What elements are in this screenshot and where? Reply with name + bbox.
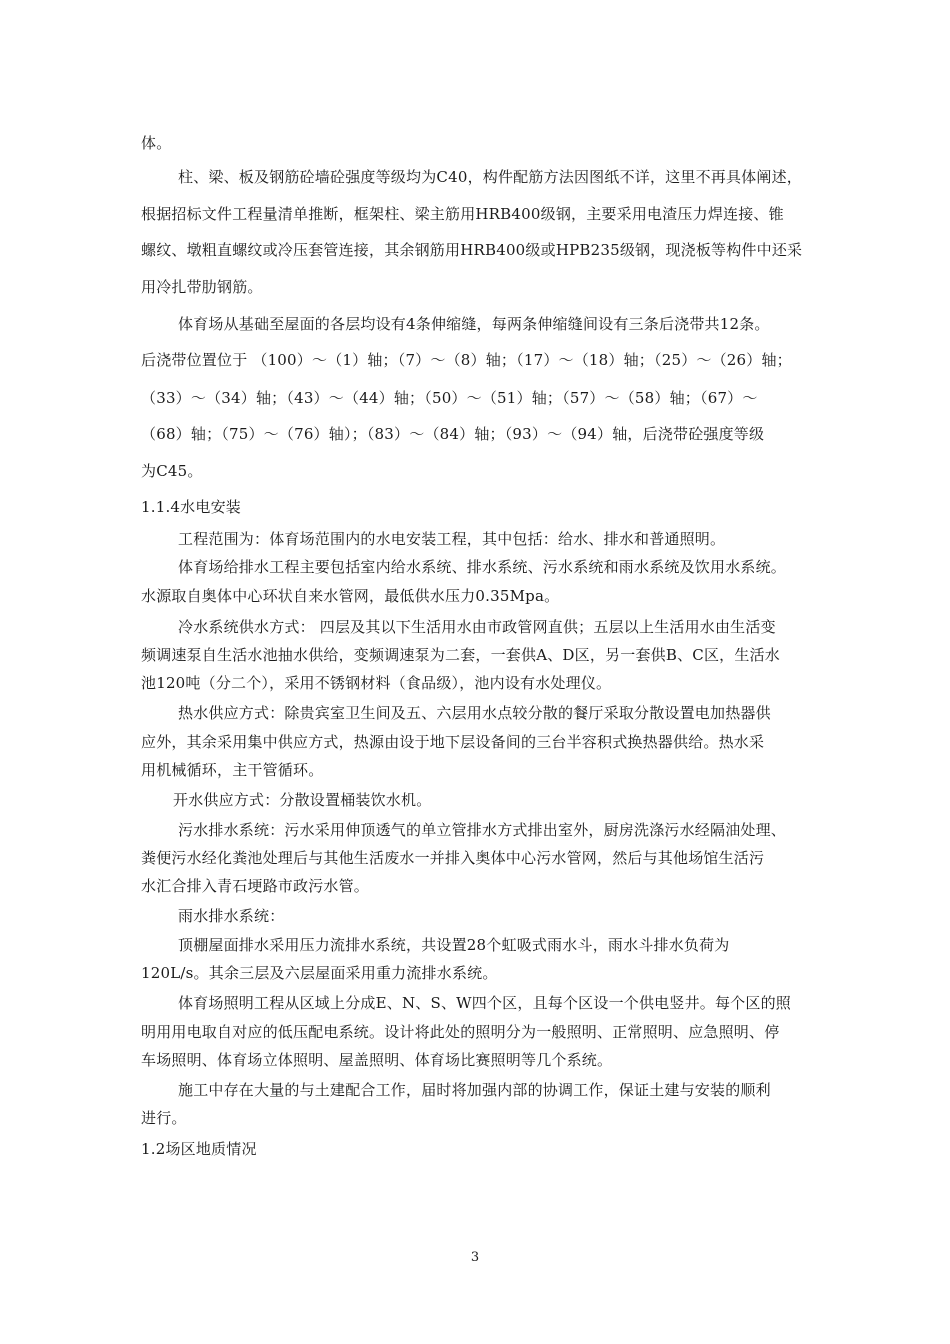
text-line: 应外，其余采用集中供应方式，热源由设于地下层设备间的三台半容积式换热器供给。热水采 (141, 733, 765, 751)
text-line: （68）轴；（75）～（76）轴）；（83）～（84）轴；（93）～（94）轴，后浇带砼强度等级 (141, 425, 765, 443)
text-line: 根据招标文件工程量清单推断，框架柱、梁主筋用HRB400级钢，主要采用电渣压力焊连接、锥 (141, 205, 784, 223)
text-line: 120L/s。其余三层及六层屋面采用重力流排水系统。 (141, 964, 498, 982)
text-line: 工程范围为：体育场范围内的水电安装工程，其中包括：给水、排水和普通照明。 (178, 530, 726, 548)
page-number: 3 (470, 1250, 480, 1265)
text-line: 用冷扎带肋钢筋。 (141, 278, 263, 296)
text-line: 明用用电取自对应的低压配电系统。设计将此处的照明分为一般照明、正常照明、应急照明、停 (141, 1023, 780, 1041)
text-line: 体育场给排水工程主要包括室内给水系统、排水系统、污水系统和雨水系统及饮用水系统。 (178, 558, 787, 576)
text-line: 顶棚屋面排水采用压力流排水系统，共设置28个虹吸式雨水斗，雨水斗排水负荷为 (178, 936, 730, 954)
text-line: 热水供应方式：除贵宾室卫生间及五、六层用水点较分散的餐厅采取分散设置电加热器供 (178, 704, 771, 722)
text-line: 体育场从基础至屋面的各层均设有4条伸缩缝，每两条伸缩缝间设有三条后浇带共12条。 (178, 315, 770, 333)
text-line: （33）～（34）轴；（43）～（44）轴；（50）～（51）轴；（57）～（58）轴；（67）～ (141, 389, 758, 407)
text-line: 为C45。 (141, 462, 203, 480)
text-line: 粪便污水经化粪池处理后与其他生活废水一并排入奥体中心污水管网，然后与其他场馆生活污 (141, 849, 765, 867)
text-line: 后浇带位置位于 （100）～（1）轴；（7）～（8）轴；（17）～（18）轴；（25）～（26）轴； (141, 351, 792, 369)
text-line: 柱、梁、板及钢筋砼墙砼强度等级均为C40，构件配筋方法因图纸不详，这里不再具体阐述， (178, 168, 802, 186)
text-line: 螺纹、墩粗直螺纹或冷压套管连接，其余钢筋用HRB400级或HPB235级钢，现浇板等构件中还采 (141, 241, 803, 259)
section-heading: 1.1.4水电安装 (141, 498, 241, 516)
text-line: 车场照明、体育场立体照明、屋盖照明、体育场比赛照明等几个系统。 (141, 1051, 613, 1069)
text-line: 用机械循环，主干管循环。 (141, 761, 324, 779)
text-line: 水汇合排入青石埂路市政污水管。 (141, 877, 370, 895)
text-line: 频调速泵自生活水池抽水供给，变频调速泵为二套，一套供A、D区，另一套供B、C区，生活水 (141, 646, 780, 664)
text-line: 开水供应方式：分散设置桶装饮水机。 (173, 791, 432, 809)
section-heading: 1.2场区地质情况 (141, 1140, 257, 1158)
text-line: 施工中存在大量的与土建配合工作，届时将加强内部的协调工作，保证土建与安装的顺利 (178, 1081, 771, 1099)
text-line: 水源取自奥体中心环状自来水管网，最低供水压力0.35Mpa。 (141, 587, 560, 605)
text-line: 冷水系统供水方式： 四层及其以下生活用水由市政管网直供；五层以上生活用水由生活变 (178, 618, 776, 636)
text-line: 体。 (141, 134, 172, 152)
text-line: 池120吨（分二个），采用不锈钢材料（食品级），池内设有水处理仪。 (141, 674, 612, 692)
text-line: 污水排水系统：污水采用伸顶透气的单立管排水方式排出室外，厨房洗涤污水经隔油处理、 (178, 821, 787, 839)
text-line: 体育场照明工程从区域上分成E、N、S、W四个区，且每个区设一个供电竖井。每个区的照 (178, 994, 791, 1012)
text-line: 雨水排水系统： (178, 907, 285, 925)
text-line: 进行。 (141, 1109, 187, 1127)
